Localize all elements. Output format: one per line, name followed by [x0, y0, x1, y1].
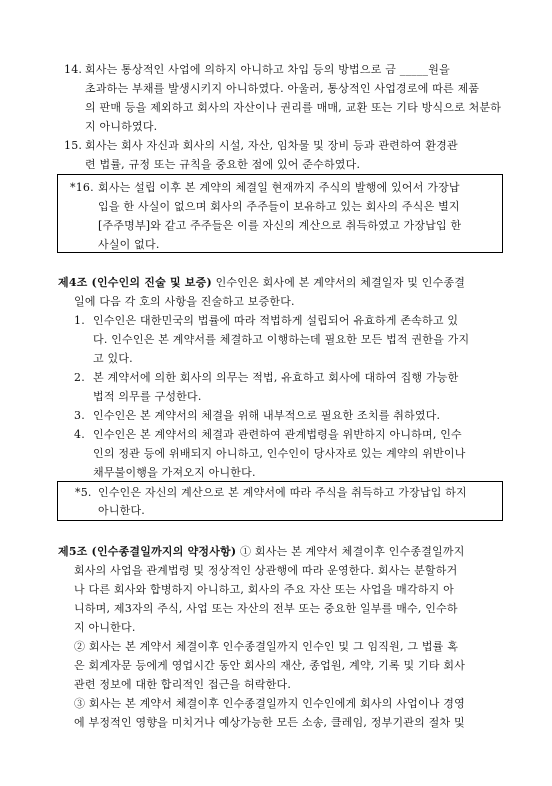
item-16-number: *16.	[70, 181, 94, 194]
article-5-line-5: 지 아니한다.	[74, 621, 136, 634]
article-4-title: 제4조 (인수인의 진술 및 보증)	[58, 276, 212, 289]
item-16-line-1: 회사는 설립 이후 본 계약의 체결일 현재까지 주식의 발행에 있어서 가장납	[98, 181, 460, 194]
item-16-line-3: [주주명부]와 같고 주주들은 이를 자신의 계산으로 취득하였고 가장납입 한	[98, 219, 462, 232]
article-5-line-9: ③ 회사는 본 계약서 체결이후 인수종결일까지 인수인에게 회사의 사업이나 경영	[74, 697, 465, 710]
article-4-item-2-line-1: 본 계약서에 의한 회사의 의무는 적법, 유효하고 회사에 대하여 집행 가능한	[93, 371, 459, 384]
article-5-line-2: 회사의 사업을 관계법령 및 정상적인 상관행에 따라 운영한다. 회사는 분할하거	[74, 564, 458, 577]
article-5-line-6: ② 회사는 본 계약서 체결이후 인수종결일까지 인수인 및 그 임직원, 그 법률 혹	[74, 640, 459, 653]
article-4-item-5-line-2: 아니한다.	[98, 504, 146, 517]
article-5-heading	[58, 545, 465, 559]
item-15-line-1: 회사는 회사 자신과 회사의 시설, 자산, 임차물 및 장비 등과 관련하여 환경관	[85, 139, 458, 152]
article-5-line-10: 에 부정적인 영향을 미치거나 예상가능한 모든 소송, 클레임, 정부기관의 절차 및	[74, 716, 465, 729]
item-14-line-4: 지 아니하였다.	[85, 120, 158, 133]
article-4-heading	[58, 276, 465, 290]
article-5-line-7: 은 회계자문 등에게 영업시간 동안 회사의 재산, 종업원, 계약, 기록 및 기타 회사	[74, 659, 466, 672]
item-14-line-1: 회사는 통상적인 사업에 의하지 아니하고 차입 등의 방법으로 금 _____원을	[85, 63, 450, 76]
article-5-title: 제5조 (인수종결일까지의 약정사항)	[58, 545, 237, 558]
article-4-item-4-line-3: 채무불이행을 가져오지 아니한다.	[93, 466, 256, 479]
article-5-line-1: ① 회사는 본 계약서 체결이후 인수종결일까지	[236, 545, 465, 558]
item-15-number: 15.	[64, 139, 83, 152]
article-4-item-5-line-1: 인수인은 자신의 계산으로 본 계약서에 따라 주식을 취득하고 가장납입 하지	[98, 486, 467, 499]
article-4-item-2-number: 2.	[74, 371, 85, 384]
article-4-item-3-number: 3.	[74, 409, 85, 422]
article-5-line-4: 니하며, 제3자의 주식, 사업 또는 자산의 전부 또는 중요한 일부를 매수, 인수하	[74, 602, 458, 615]
item-16-line-4: 사실이 없다.	[98, 238, 160, 251]
article-4-item-4-line-1: 인수인은 본 계약서의 체결과 관련하여 관계법령을 위반하지 아니하며, 인수	[93, 428, 462, 441]
article-4-item-1-line-2: 다. 인수인은 본 계약서를 체결하고 이행하는데 필요한 모든 법적 권한을 가지	[93, 333, 470, 346]
item-14-line-3: 의 판매 등을 제외하고 회사의 자산이나 권리를 매매, 교환 또는 기타 방식으로 처분하	[85, 101, 502, 114]
article-4-intro-1: 인수인은 회사에 본 계약서의 체결일자 및 인수종결	[211, 276, 466, 289]
article-4-item-2-line-2: 법적 의무를 구성한다.	[93, 390, 202, 403]
article-4-item-5-number: *5.	[75, 486, 92, 499]
item-16-line-2: 입을 한 사실이 없으며 회사의 주주들이 보유하고 있는 회사의 주식은 별지	[98, 200, 460, 213]
article-4-item-3-line-1: 인수인은 본 계약서의 체결을 위해 내부적으로 필요한 조치를 취하였다.	[93, 409, 441, 422]
article-4-item-1-line-1: 인수인은 대한민국의 법률에 따라 적법하게 설립되어 유효하게 존속하고 있	[93, 314, 459, 327]
article-4-item-1-line-3: 고 있다.	[93, 352, 133, 365]
article-5-line-8: 관련 정보에 대한 합리적인 접근을 허락한다.	[74, 678, 292, 691]
article-5-line-3: 나 다른 회사와 합병하지 아니하고, 회사의 주요 자산 또는 사업을 매각하지 아	[74, 583, 454, 596]
article-4-item-4-number: 4.	[74, 428, 85, 441]
item-15-line-2: 련 법률, 규정 또는 규칙을 중요한 점에 있어 준수하였다.	[85, 158, 361, 171]
article-4-intro-2: 일에 다음 각 호의 사항을 진술하고 보증한다.	[74, 295, 295, 308]
article-4-item-4-line-2: 인의 정관 등에 위배되지 아니하고, 인수인이 당사자로 있는 계약의 위반이나	[93, 447, 466, 460]
article-4-item-1-number: 1.	[74, 314, 85, 327]
item-14-number: 14.	[64, 63, 83, 76]
item-14-line-2: 초과하는 부채를 발생시키지 아니하였다. 아울러, 통상적인 사업경로에 따른 제품	[85, 82, 480, 95]
